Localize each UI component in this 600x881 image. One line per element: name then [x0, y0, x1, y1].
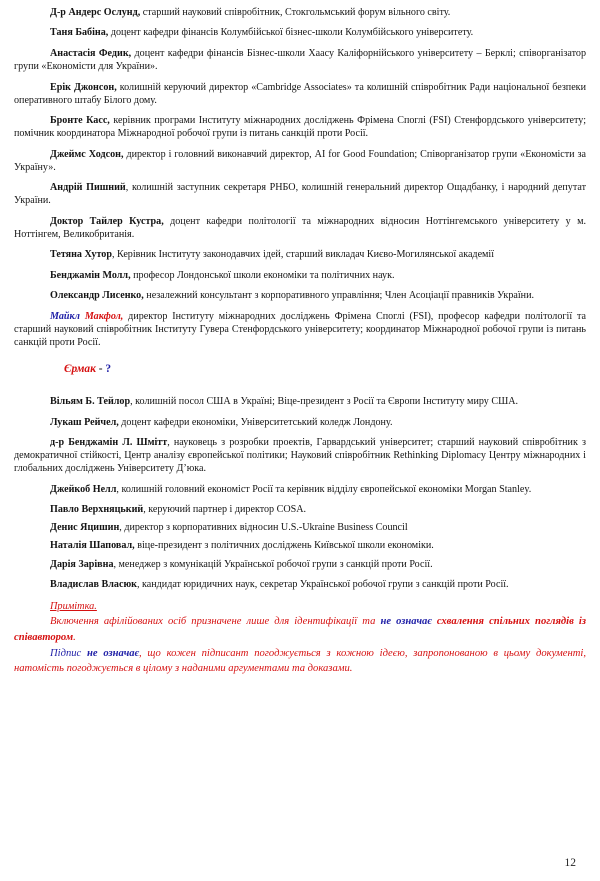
yermak-question-mark: ? — [105, 363, 112, 376]
signatory-affiliation: , колишній головний економіст Росії та керівник відділу європейської економіки Morgan Stanley. — [116, 483, 532, 495]
yermak-query-line — [64, 362, 586, 377]
signatory-name: Бронте Касс, — [50, 115, 110, 127]
signatory-name: Анастасія Федик, — [50, 47, 132, 59]
signatory-name: Джеймс Ходсон, — [50, 148, 124, 160]
note-p2-part1: Підпис — [50, 647, 88, 659]
signatory-affiliation: директор і головний виконавчий директор, AI for Good Foundation; Співорганізатор групи «Економісти за Україну». — [14, 148, 587, 173]
signatory-affiliation: старший науковий співробітник, Стокгольмський форум вільного світу. — [140, 7, 451, 18]
signatory-name: Ерік Джонсон, — [50, 81, 117, 93]
note-p2-part3: , що кожен підписант погоджується з кожною ідеєю, запропонованою в цьому документі, натомість погоджується в цілому з наданими аргументами та доказами. — [14, 647, 586, 675]
signatory-name: Владислав Власюк — [50, 579, 137, 591]
signatory-affiliation: , керуючий партнер і директор COSA. — [143, 504, 307, 516]
signatory-affiliation: колишній керуючий директор «Cambridge Associates» та колишній співробітник Ради національної безпеки оперативного штабу Білого дому. — [14, 81, 586, 106]
signatory-entry — [14, 26, 586, 39]
signatory-affiliation: , науковець з розробки проектів, Гарвардський університет; старший науковий співробітник з демократичної стійкості, Центр аналізу європейської політики; Науковий співробітник Rethinking Diplomacy Центру міжнародних і глобальних досліджень Університету Д’юка. — [14, 437, 586, 475]
signatory-entry — [14, 521, 586, 534]
signatory-affiliation: , кандидат юридичних наук, секретар Української робочої групи з санкцій проти Росії. — [136, 579, 509, 591]
signatory-entry — [14, 436, 586, 475]
signatory-entry — [14, 181, 586, 207]
signatory-entry — [14, 6, 586, 19]
mcfaul-last-name: Макфол, — [80, 310, 124, 322]
signatory-entry — [14, 539, 586, 552]
signatory-affiliation: віце-президент з політичних досліджень Київської школи економіки. — [134, 540, 434, 552]
signatory-affiliation: доцент кафедри фінансів Бізнес-школи Хаасу Каліфорнійського університету – Берклі; співорганізатор групи «Економісти для України». — [14, 47, 587, 73]
signatory-affiliation: , колишній посол США в Україні; Віце-президент з Росії та Європи Інституту миру США. — [130, 396, 519, 408]
signatory-name: Тетяна Хутор — [50, 249, 112, 261]
signatory-name: Таня Бабіна, — [50, 27, 109, 39]
signatory-entry — [14, 148, 586, 174]
signatory-affiliation: незалежний консультант з корпоративного управління; Член Асоціації правників України. — [143, 290, 534, 302]
signatory-affiliation: , Керівник Інституту законодавчих ідей, старший викладач Києво-Могилянської академії — [111, 249, 495, 261]
signatory-entry — [14, 503, 586, 516]
note-p1-part1: Включення афілійованих осіб призначене лише для ідентифікації та — [50, 616, 381, 628]
signatory-entry — [14, 114, 586, 140]
signatory-name: Д-р Андерс Ослунд, — [50, 7, 141, 18]
note-section — [14, 600, 586, 677]
signatory-affiliation: доцент кафедри фінансів Колумбійської бізнес-школи Колумбійського університету. — [108, 27, 474, 39]
signatory-entry — [14, 269, 586, 282]
signatory-entry — [14, 416, 586, 429]
note-p1-emphasis-red: схвалення спільних поглядів із співавтором — [14, 616, 587, 643]
signatory-affiliation: , директор з корпоративних відносин U.S.-Ukraine Business Council — [119, 522, 408, 534]
signatory-entry — [14, 483, 586, 496]
note-p1-emphasis-blue: не означає — [380, 616, 432, 628]
page-number: 12 — [564, 857, 576, 869]
yermak-name: Єрмак — [64, 363, 96, 376]
signatory-affiliation: , колишній заступник секретаря РНБО, колишній генеральний директор Ощадбанку, і народний депутат України. — [14, 182, 586, 207]
yermak-dash: - — [95, 363, 106, 376]
signatory-affiliation: , менеджер з комунікацій Української робочої групи з санкцій проти Росії. — [113, 558, 433, 570]
signatory-entry — [14, 395, 586, 408]
signatory-name: Наталія Шаповал, — [50, 540, 135, 552]
mcfaul-affiliation: директор Інституту міжнародних досліджень Фрімена Споглі (FSI), професор кафедри політології та старший науковий співробітник Інституту Гувера Стенфордського університету; координатор Міжнародної робочої групи із питань санкцій проти Росії. — [14, 310, 586, 349]
signatory-entry — [14, 215, 586, 241]
signatory-name: Дарія Зарівна — [50, 558, 114, 570]
signatory-affiliation: професор Лондонської школи економіки та політичних наук. — [130, 269, 395, 281]
note-paragraph-1 — [14, 614, 586, 645]
mcfaul-first-name: Майкл — [50, 310, 80, 322]
signatory-name: Джейкоб Нелл — [50, 483, 117, 495]
signatory-entry — [14, 558, 586, 571]
signatory-name: Лукаш Рейчел, — [50, 416, 119, 428]
note-p2-emphasis-blue: не означає — [87, 647, 139, 659]
signatory-name: д-р Бенджамін Л. Шмітт — [50, 437, 168, 449]
signatory-name: Андрій Пишний — [50, 182, 126, 194]
signatory-entry — [14, 47, 586, 73]
signatory-name: Бенджамін Молл, — [50, 269, 131, 281]
signatory-entry — [14, 578, 586, 591]
signatory-list — [14, 6, 586, 591]
signatory-name: Вільям Б. Тейлор — [50, 396, 131, 408]
signatory-name: Доктор Тайлер Кустра, — [50, 215, 164, 227]
signatory-name: Денис Яцишин — [50, 522, 120, 534]
signatory-name: Олександр Лисенко, — [50, 290, 144, 302]
signatory-entry — [14, 289, 586, 302]
note-title: Примітка. — [50, 601, 97, 613]
signatory-entry — [14, 248, 586, 261]
note-p1-part4: . — [73, 631, 76, 643]
signatory-name: Павло Верхняцький — [50, 504, 144, 516]
signatory-affiliation: доцент кафедри економіки, Університетський коледж Лондону. — [118, 416, 393, 428]
note-paragraph-2 — [14, 646, 586, 677]
signatory-affiliation: доцент кафедри політології та міжнародних відносин Ноттінгемського університету у м. Ноттінгем, Великобританія. — [14, 215, 586, 240]
signatory-affiliation: керівник програми Інституту міжнародних досліджень Фрімена Споглі (FSI) Стенфордського університету; помічник координатора Міжнародної робочої групи із питань санкцій проти Росії. — [14, 115, 586, 140]
signatory-entry — [14, 81, 586, 107]
signatory-entry-mcfaul — [14, 310, 586, 349]
